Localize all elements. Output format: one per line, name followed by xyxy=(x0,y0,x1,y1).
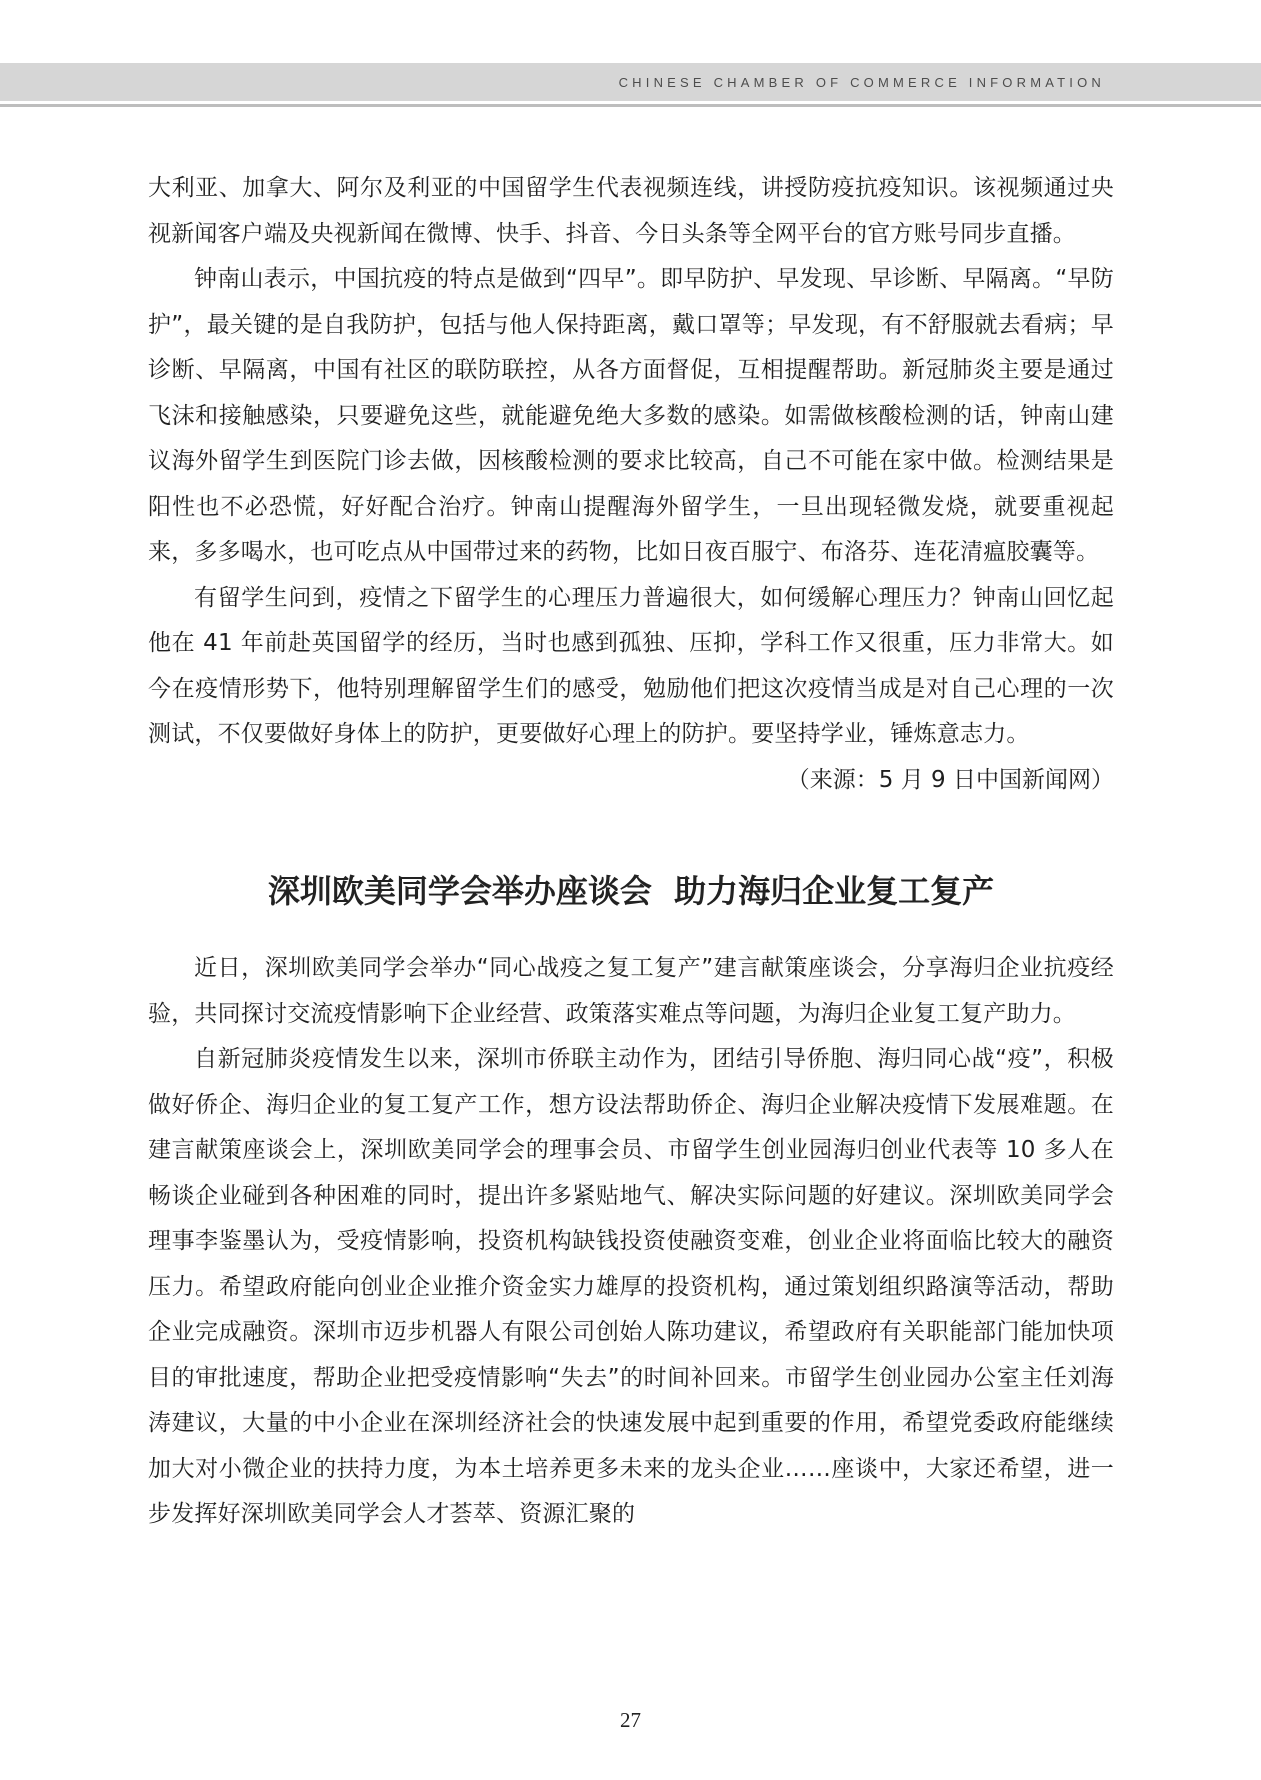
article-title: 深圳欧美同学会举办座谈会 助力海归企业复工复产 xyxy=(267,872,995,910)
article-paragraph: 近日，深圳欧美同学会举办“同心战疫之复工复产”建言献策座谈会，分享海归企业抗疫经验，共同探讨交流疫情影响下企业经营、政策落实难点等问题，为海归企业复工复产助力。 xyxy=(148,955,1114,1027)
page-body xyxy=(148,166,1114,1538)
body-paragraph: 有留学生问到，疫情之下留学生的心理压力普遍很大，如何缓解心理压力？钟南山回忆起他在 41 年前赴英国留学的经历，当时也感到孤独、压抑，学科工作又很重，压力非常大。如今在疫情形势下，他特别理解留学生们的感受，勉励他们把这次疫情当成是对自己心理的一次测试，不仅要做好身体上的防护，更要做好心理上的防护。要坚持学业，锤炼意志力。 xyxy=(148,584,1114,747)
source-credit: （来源：5 月 9 日中国新闻网） xyxy=(786,766,1114,793)
continued-paragraph: 大利亚、加拿大、阿尔及利亚的中国留学生代表视频连线，讲授防疫抗疫知识。该视频通过央视新闻客户端及央视新闻在微博、快手、抖音、今日头条等全网平台的官方账号同步直播。 xyxy=(148,175,1114,247)
running-header: CHINESE CHAMBER OF COMMERCE INFORMATION xyxy=(618,75,1105,90)
header-divider xyxy=(0,104,1261,107)
body-paragraph: 钟南山表示，中国抗疫的特点是做到“四早”。即早防护、早发现、早诊断、早隔离。“早防护”，最关键的是自我防护，包括与他人保持距离，戴口罩等；早发现，有不舒服就去看病；早诊断、早隔离，中国有社区的联防联控，从各方面督促，互相提醒帮助。新冠肺炎主要是通过飞沫和接触感染，只要避免这些，就能避免绝大多数的感染。如需做核酸检测的话，钟南山建议海外留学生到医院门诊去做，因核酸检测的要求比较高，自己不可能在家中做。检测结果是阳性也不必恐慌，好好配合治疗。钟南山提醒海外留学生，一旦出现轻微发烧，就要重视起来，多多喝水，也可吃点从中国带过来的药物，比如日夜百服宁、布洛芬、连花清瘟胶囊等。 xyxy=(148,266,1114,565)
page-number: 27 xyxy=(620,1708,641,1732)
article-paragraph: 自新冠肺炎疫情发生以来，深圳市侨联主动作为，团结引导侨胞、海归同心战“疫”，积极做好侨企、海归企业的复工复产工作，想方设法帮助侨企、海归企业解决疫情下发展难题。在建言献策座谈会上，深圳欧美同学会的理事会员、市留学生创业园海归创业代表等 10 多人在畅谈企业碰到各种困难的同时，提出许多紧贴地气、解决实际问题的好建议。深圳欧美同学会理事李鉴墨认为，受疫情影响，投资机构缺钱投资使融资变难，创业企业将面临比较大的融资压力。希望政府能向创业企业推介资金实力雄厚的投资机构，通过策划组织路演等活动，帮助企业完成融资。深圳市迈步机器人有限公司创始人陈功建议，希望政府有关职能部门能加快项目的审批速度，帮助企业把受疫情影响“失去”的时间补回来。市留学生创业园办公室主任刘海涛建议，大量的中小企业在深圳经济社会的快速发展中起到重要的作用，希望党委政府能继续加大对小微企业的扶持力度，为本土培养更多未来的龙头企业……座谈中，大家还希望，进一步发挥好深圳欧美同学会人才荟萃、资源汇聚的 xyxy=(148,1046,1114,1527)
